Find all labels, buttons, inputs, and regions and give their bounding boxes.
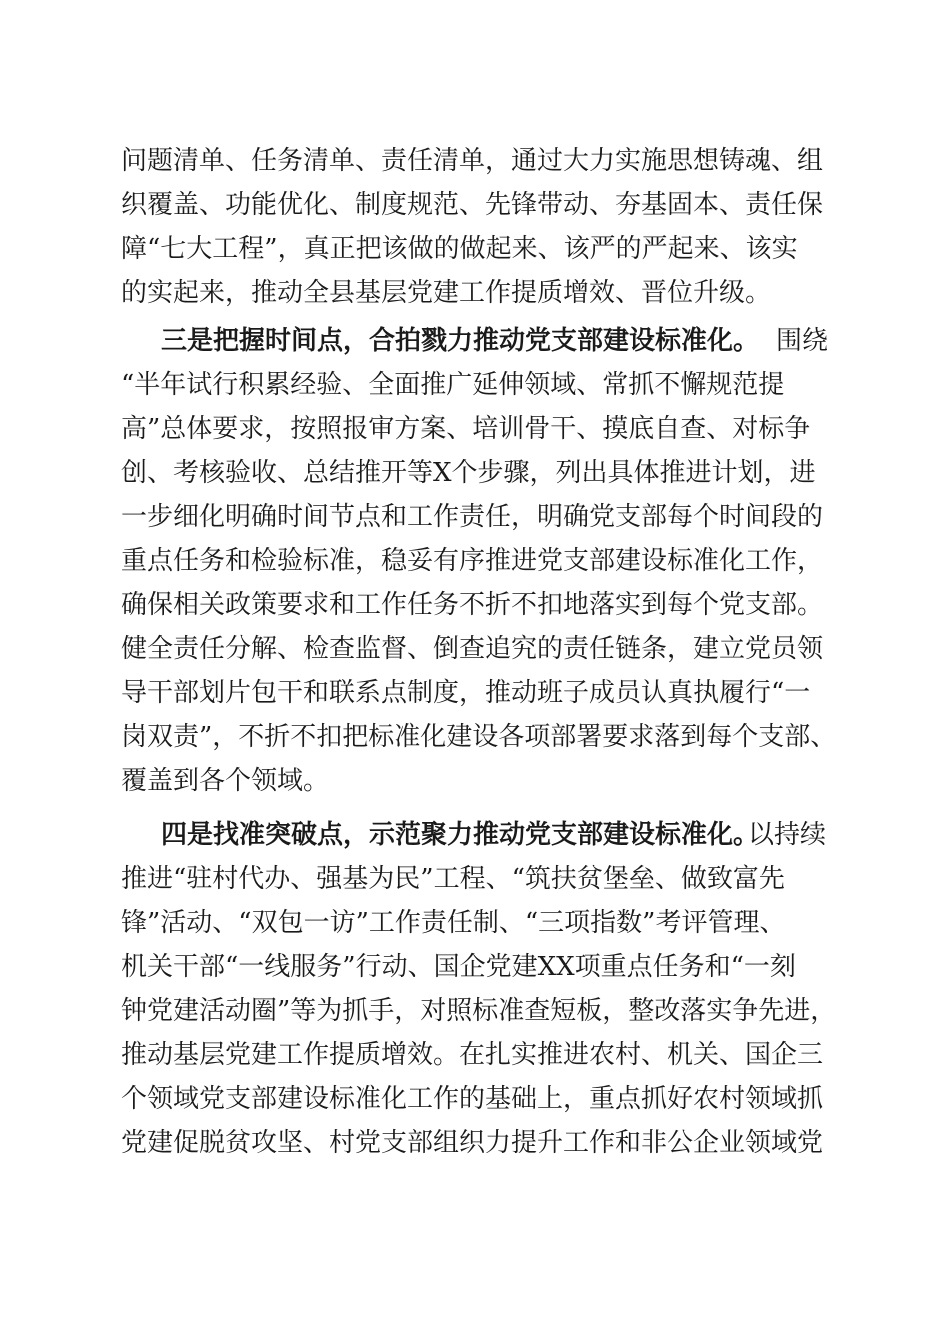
text-line: 钟党建活动圈”等为抓手，对照标准查短板，整改落实争先进， [121, 996, 837, 1026]
paragraph-2-line-6 [0, 539, 950, 583]
paragraph-3-line-2 [0, 857, 950, 901]
text-line: 障“七大工程”，真正把该做的做起来、该严的严起来、该实 [121, 234, 798, 264]
text-line: 锋”活动、“双包一访”工作责任制、“三项指数”考评管理、 [121, 908, 786, 938]
text-line: 以持续 [748, 820, 827, 850]
text-line: 高”总体要求，按照报审方案、培训骨干、摸底自查、对标争 [121, 414, 811, 444]
paragraph-3-line-8 [0, 1121, 950, 1165]
paragraph-3-line-4 [0, 945, 950, 989]
text-line: 创、考核验收、总结推开等X个步骤，列出具体推进计划，进 [121, 458, 816, 488]
text-line: 的实起来，推动全县基层党建工作提质增效、晋位升级。 [121, 278, 772, 308]
paragraph-2-line-3 [0, 407, 950, 451]
text-line: 个领域党支部建设标准化工作的基础上，重点抓好农村领域抓 [121, 1084, 824, 1114]
text-line: 覆盖到各个领域。 [121, 766, 330, 796]
text-line: 重点任务和检验标准，稳妥有序推进党支部建设标准化工作， [121, 546, 824, 576]
text-line: 推动基层党建工作提质增效。在扎实推进农村、机关、国企三 [121, 1040, 824, 1070]
paragraph-1-line-3 [0, 227, 950, 271]
text-line: 岗双责”，不折不扣把标准化建设各项部署要求落到每个支部、 [121, 722, 837, 752]
paragraph-3-line-7 [0, 1077, 950, 1121]
text-line: “半年试行积累经验、全面推广延伸领域、常抓不懈规范提 [121, 370, 785, 400]
paragraph-1-line-1 [0, 139, 950, 183]
paragraph-2-line-2 [0, 363, 950, 407]
paragraph-2-line-10 [0, 715, 950, 759]
paragraph-2-line-5 [0, 495, 950, 539]
text-line: 党建促脱贫攻坚、村党支部组织力提升工作和非公企业领域党 [121, 1128, 824, 1158]
text-line: 织覆盖、功能优化、制度规范、先锋带动、夯基固本、责任保 [121, 190, 824, 220]
paragraph-2-line-4 [0, 451, 950, 495]
paragraph-3-line-3 [0, 901, 950, 945]
paragraph-2-line-8 [0, 627, 950, 671]
paragraph-2-line-7 [0, 583, 950, 627]
paragraph-3-line-6 [0, 1033, 950, 1077]
text-line: 推进“驻村代办、强基为民”工程、“筑扶贫堡垒、做致富先 [121, 864, 785, 894]
text-line: 机关干部“一线服务”行动、国企党建XX项重点任务和“一刻 [121, 952, 796, 982]
paragraph-3-line-1 [0, 813, 950, 857]
paragraph-2-line-11 [0, 759, 950, 803]
text-line: 一步细化明确时间节点和工作责任，明确党支部每个时间段的 [121, 502, 824, 532]
paragraph-1-line-4 [0, 271, 950, 315]
section-heading: 三是把握时间点，合拍戮力推动党支部建设标准化。 [161, 326, 760, 356]
text-line: 健全责任分解、检查监督、倒查追究的责任链条，建立党员领 [121, 634, 824, 664]
paragraph-2-line-9 [0, 671, 950, 715]
text-line: 围绕 [776, 326, 829, 356]
paragraph-1-line-2 [0, 183, 950, 227]
text-line: 导干部划片包干和联系点制度，推动班子成员认真执履行“一 [121, 678, 811, 708]
text-line: 问题清单、任务清单、责任清单，通过大力实施思想铸魂、组 [121, 146, 824, 176]
paragraph-3-line-5 [0, 989, 950, 1033]
text-line: 确保相关政策要求和工作任务不折不扣地落实到每个党支部。 [121, 590, 824, 620]
section-heading: 四是找准突破点，示范聚力推动党支部建设标准化。 [161, 820, 760, 850]
paragraph-2-line-1 [0, 319, 950, 363]
